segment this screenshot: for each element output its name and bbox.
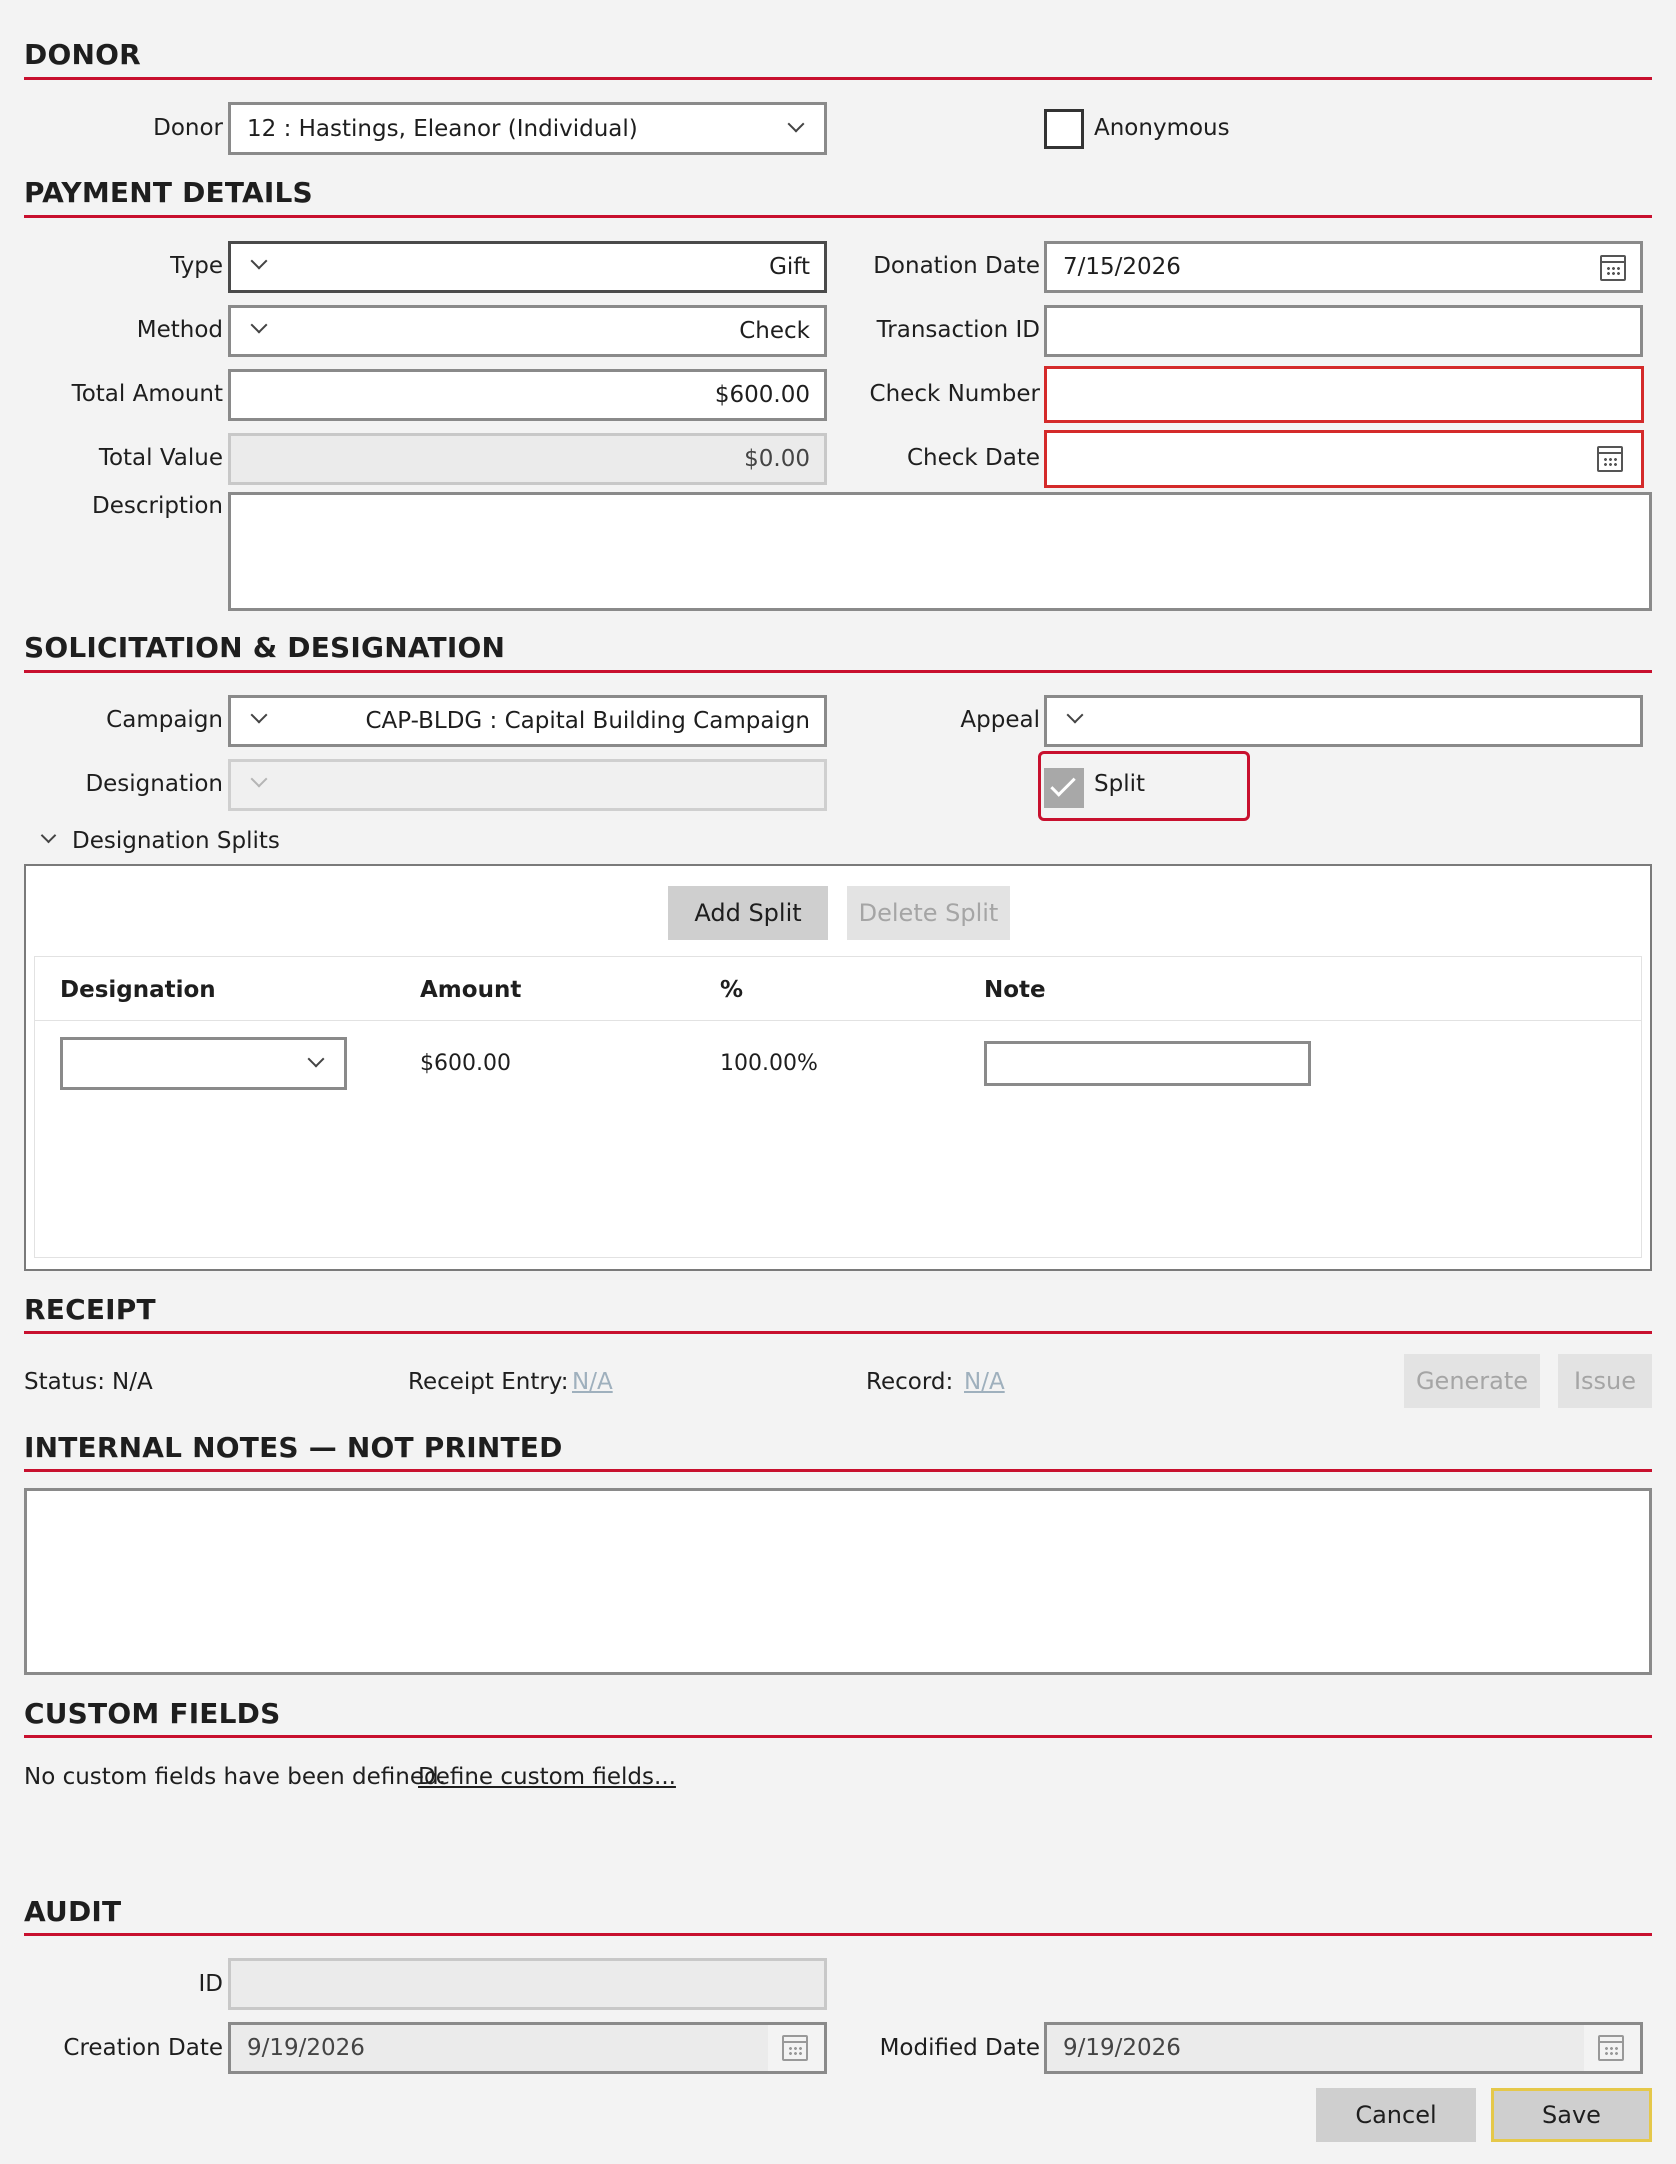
checkmark-icon bbox=[1050, 771, 1075, 796]
donation-date-picker[interactable] bbox=[1044, 241, 1643, 293]
type-select[interactable] bbox=[228, 241, 827, 293]
column-header-designation[interactable]: Designation bbox=[60, 977, 216, 1003]
custom-fields-message: No custom fields have been defined. bbox=[24, 1764, 446, 1790]
donor-label: Donor bbox=[153, 115, 223, 141]
receipt-entry-label: Receipt Entry: bbox=[408, 1369, 569, 1395]
issue-button[interactable]: Issue bbox=[1558, 1354, 1652, 1408]
modified-date-picker bbox=[1044, 2022, 1643, 2074]
section-rule bbox=[24, 670, 1652, 673]
split-label: Split bbox=[1094, 771, 1145, 797]
creation-date-picker bbox=[228, 2022, 827, 2074]
column-header-percent[interactable]: % bbox=[720, 977, 744, 1003]
section-title-custom-fields: CUSTOM FIELDS bbox=[24, 1697, 281, 1730]
receipt-status-label: Status: bbox=[24, 1369, 106, 1395]
section-rule bbox=[24, 1933, 1652, 1936]
check-date-label: Check Date bbox=[906, 445, 1040, 471]
type-label: Type bbox=[170, 253, 223, 279]
designation-splits-header[interactable]: Designation Splits bbox=[72, 828, 280, 854]
appeal-label: Appeal bbox=[960, 707, 1040, 733]
modified-date-value: 9/19/2026 bbox=[1063, 2035, 1181, 2061]
method-value: Check bbox=[739, 318, 810, 344]
donor-value: 12 : Hastings, Eleanor (Individual) bbox=[247, 115, 638, 142]
delete-split-button[interactable]: Delete Split bbox=[847, 886, 1010, 940]
chevron-down-icon bbox=[251, 253, 268, 270]
receipt-entry-link[interactable]: N/A bbox=[572, 1369, 613, 1395]
designation-select bbox=[228, 759, 827, 811]
anonymous-checkbox[interactable] bbox=[1044, 109, 1084, 149]
chevron-down-icon bbox=[251, 707, 268, 724]
split-note-input[interactable] bbox=[984, 1041, 1311, 1086]
type-value: Gift bbox=[769, 254, 810, 280]
check-number-input[interactable] bbox=[1044, 366, 1644, 423]
internal-notes-textarea[interactable] bbox=[24, 1488, 1652, 1675]
split-designation-select[interactable] bbox=[60, 1037, 347, 1090]
total-amount-value: $600.00 bbox=[714, 382, 810, 408]
campaign-label: Campaign bbox=[106, 707, 223, 733]
check-date-picker[interactable] bbox=[1044, 430, 1644, 488]
creation-date-label: Creation Date bbox=[63, 2035, 223, 2061]
campaign-value: CAP-BLDG : Capital Building Campaign bbox=[365, 708, 810, 734]
splits-grid bbox=[34, 956, 1642, 1258]
section-rule bbox=[24, 1735, 1652, 1738]
description-textarea[interactable] bbox=[228, 492, 1652, 611]
receipt-status-value: N/A bbox=[112, 1369, 153, 1395]
section-title-payment: PAYMENT DETAILS bbox=[24, 176, 313, 209]
calendar-icon[interactable] bbox=[1600, 255, 1626, 281]
description-label: Description bbox=[92, 493, 223, 519]
chevron-down-icon bbox=[251, 317, 268, 334]
receipt-record-label: Record: bbox=[866, 1369, 954, 1395]
grid-header-divider bbox=[35, 1020, 1641, 1021]
total-amount-input[interactable] bbox=[228, 369, 827, 421]
section-title-internal-notes: INTERNAL NOTES — NOT PRINTED bbox=[24, 1431, 563, 1464]
chevron-down-icon bbox=[788, 116, 805, 133]
transaction-id-input[interactable] bbox=[1044, 305, 1643, 357]
define-custom-fields-link[interactable]: Define custom fields... bbox=[418, 1764, 676, 1790]
audit-id-label: ID bbox=[198, 1971, 223, 1997]
section-title-solicitation: SOLICITATION & DESIGNATION bbox=[24, 631, 506, 664]
anonymous-label: Anonymous bbox=[1094, 115, 1230, 141]
method-select[interactable] bbox=[228, 305, 827, 357]
receipt-record-link[interactable]: N/A bbox=[964, 1369, 1005, 1395]
appeal-select[interactable] bbox=[1044, 695, 1643, 747]
calendar-icon bbox=[1598, 2035, 1624, 2061]
section-title-receipt: RECEIPT bbox=[24, 1293, 156, 1326]
generate-button[interactable]: Generate bbox=[1404, 1354, 1540, 1408]
calendar-icon[interactable] bbox=[1597, 446, 1623, 472]
total-value-input bbox=[228, 433, 827, 485]
transaction-id-label: Transaction ID bbox=[876, 317, 1040, 343]
column-header-note[interactable]: Note bbox=[984, 977, 1046, 1003]
audit-id-input bbox=[228, 1958, 827, 2010]
cancel-button[interactable]: Cancel bbox=[1316, 2088, 1476, 2142]
modified-date-label: Modified Date bbox=[879, 2035, 1040, 2061]
chevron-down-icon[interactable] bbox=[41, 828, 57, 844]
section-title-audit: AUDIT bbox=[24, 1895, 122, 1928]
designation-label: Designation bbox=[85, 771, 223, 797]
save-button[interactable]: Save bbox=[1491, 2088, 1652, 2142]
column-header-amount[interactable]: Amount bbox=[420, 977, 522, 1003]
donor-select[interactable] bbox=[228, 102, 827, 155]
calendar-icon bbox=[782, 2035, 808, 2061]
total-value-label: Total Value bbox=[98, 445, 223, 471]
total-amount-label: Total Amount bbox=[71, 381, 223, 407]
total-value-value: $0.00 bbox=[744, 446, 810, 472]
donation-date-value: 7/15/2026 bbox=[1063, 254, 1181, 280]
split-amount: $600.00 bbox=[420, 1051, 511, 1076]
chevron-down-icon bbox=[1067, 707, 1084, 724]
campaign-select[interactable] bbox=[228, 695, 827, 747]
check-number-label: Check Number bbox=[869, 381, 1040, 407]
split-percent: 100.00% bbox=[720, 1051, 818, 1076]
chevron-down-icon bbox=[308, 1051, 325, 1068]
split-checkbox[interactable] bbox=[1044, 768, 1084, 808]
section-rule bbox=[24, 77, 1652, 80]
section-rule bbox=[24, 215, 1652, 218]
add-split-button[interactable]: Add Split bbox=[668, 886, 828, 940]
creation-date-value: 9/19/2026 bbox=[247, 2035, 365, 2061]
section-title-donor: DONOR bbox=[24, 38, 141, 71]
donation-date-label: Donation Date bbox=[873, 253, 1040, 279]
section-rule bbox=[24, 1331, 1652, 1334]
chevron-down-icon bbox=[251, 771, 268, 788]
method-label: Method bbox=[136, 317, 223, 343]
section-rule bbox=[24, 1469, 1652, 1472]
